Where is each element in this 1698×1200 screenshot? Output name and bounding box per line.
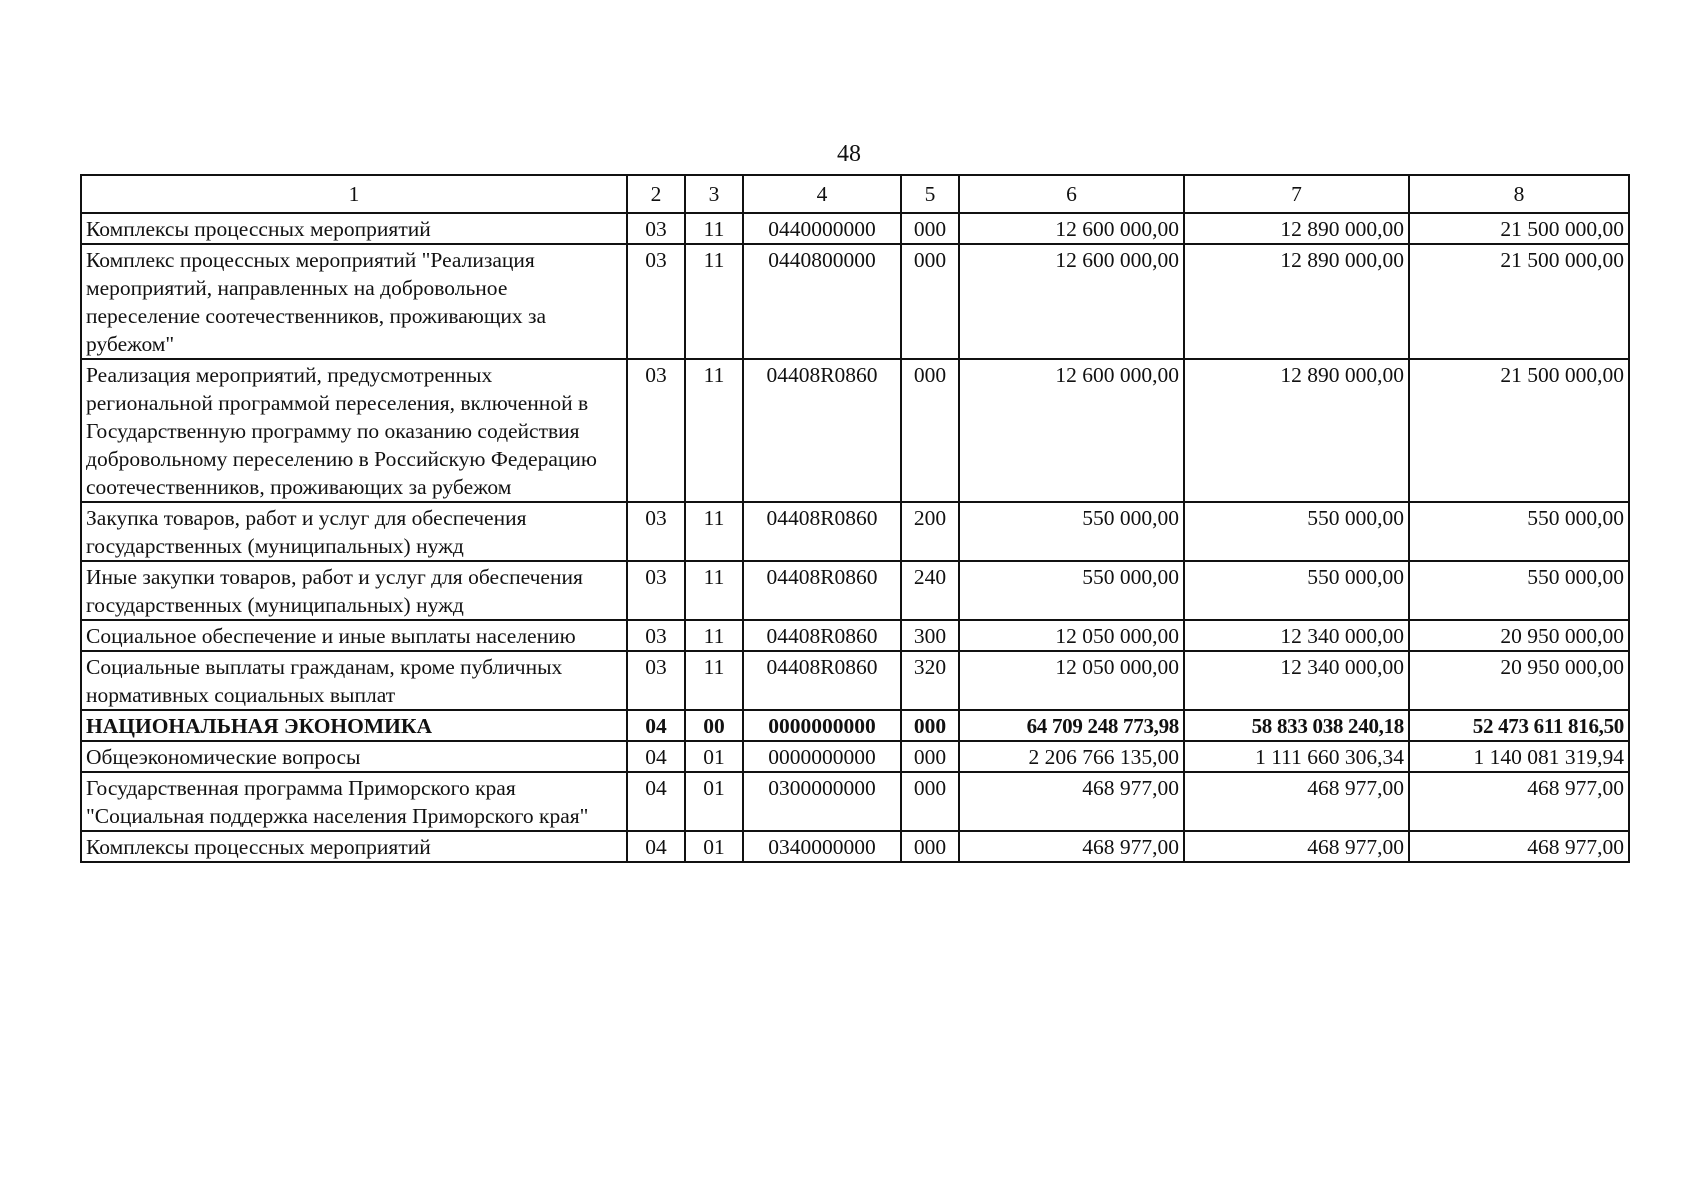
target-article-cell: 04408R0860 — [743, 651, 901, 710]
expense-type-cell: 000 — [901, 710, 959, 741]
row-name-cell: Иные закупки товаров, работ и услуг для обеспечения государственных (муниципальных) нужд — [81, 561, 627, 620]
amount-col8-cell: 21 500 000,00 — [1409, 244, 1629, 359]
row-name-cell: Социальные выплаты гражданам, кроме публичных нормативных социальных выплат — [81, 651, 627, 710]
amount-col7-cell: 468 977,00 — [1184, 772, 1409, 831]
table-row — [81, 244, 1629, 359]
target-article-cell: 0300000000 — [743, 772, 901, 831]
amount-col8-cell: 1 140 081 319,94 — [1409, 741, 1629, 772]
table-row — [81, 651, 1629, 710]
section-code-cell: 03 — [627, 244, 685, 359]
table-row — [81, 772, 1629, 831]
amount-col6-cell: 12 050 000,00 — [959, 651, 1184, 710]
section-code-cell: 04 — [627, 710, 685, 741]
target-article-cell: 04408R0860 — [743, 620, 901, 651]
section-code-cell: 03 — [627, 651, 685, 710]
section-code-cell: 03 — [627, 213, 685, 244]
table-row — [81, 741, 1629, 772]
subsection-code-cell: 11 — [685, 359, 743, 502]
expense-type-cell: 000 — [901, 213, 959, 244]
amount-col6-cell: 12 050 000,00 — [959, 620, 1184, 651]
amount-col6-cell: 12 600 000,00 — [959, 213, 1184, 244]
amount-col6-cell: 468 977,00 — [959, 772, 1184, 831]
subsection-code-cell: 11 — [685, 213, 743, 244]
header-cell: 7 — [1184, 175, 1409, 213]
expense-type-cell: 240 — [901, 561, 959, 620]
row-name-cell: Закупка товаров, работ и услуг для обеспечения государственных (муниципальных) нужд — [81, 502, 627, 561]
table-row — [81, 620, 1629, 651]
header-cell: 3 — [685, 175, 743, 213]
row-name-cell: Социальное обеспечение и иные выплаты населению — [81, 620, 627, 651]
amount-col8-cell: 20 950 000,00 — [1409, 620, 1629, 651]
expense-type-cell: 000 — [901, 741, 959, 772]
page-number: 48 — [837, 141, 861, 167]
header-cell: 1 — [81, 175, 627, 213]
table-body — [81, 213, 1629, 862]
subsection-code-cell: 11 — [685, 651, 743, 710]
row-name-cell: Реализация мероприятий, предусмотренных региональной программой переселения, включенной в Государственную программу по оказанию содействия добровольному переселению в Российскую Федерацию соотечественников, проживающих за рубежом — [81, 359, 627, 502]
section-code-cell: 03 — [627, 359, 685, 502]
expense-type-cell: 000 — [901, 244, 959, 359]
expense-type-cell: 300 — [901, 620, 959, 651]
section-code-cell: 03 — [627, 561, 685, 620]
subsection-code-cell: 01 — [685, 741, 743, 772]
expense-type-cell: 000 — [901, 359, 959, 502]
amount-col7-cell: 58 833 038 240,18 — [1184, 710, 1409, 741]
target-article-cell: 04408R0860 — [743, 359, 901, 502]
subsection-code-cell: 11 — [685, 244, 743, 359]
table-row — [81, 213, 1629, 244]
amount-col8-cell: 20 950 000,00 — [1409, 651, 1629, 710]
expense-type-cell: 000 — [901, 831, 959, 862]
amount-col7-cell: 468 977,00 — [1184, 831, 1409, 862]
amount-col7-cell: 12 890 000,00 — [1184, 244, 1409, 359]
amount-col6-cell: 468 977,00 — [959, 831, 1184, 862]
header-row — [81, 175, 1629, 213]
amount-col6-cell: 64 709 248 773,98 — [959, 710, 1184, 741]
expense-type-cell: 200 — [901, 502, 959, 561]
row-name-cell: Комплексы процессных мероприятий — [81, 213, 627, 244]
header-cell: 4 — [743, 175, 901, 213]
table-row — [81, 359, 1629, 502]
row-name-cell: Государственная программа Приморского края "Социальная поддержка населения Приморского края" — [81, 772, 627, 831]
amount-col7-cell: 550 000,00 — [1184, 502, 1409, 561]
amount-col8-cell: 468 977,00 — [1409, 831, 1629, 862]
amount-col7-cell: 12 340 000,00 — [1184, 651, 1409, 710]
subsection-code-cell: 00 — [685, 710, 743, 741]
amount-col8-cell: 52 473 611 816,50 — [1409, 710, 1629, 741]
row-name-cell: Комплекс процессных мероприятий "Реализация мероприятий, направленных на добровольное переселение соотечественников, проживающих за рубежом" — [81, 244, 627, 359]
amount-col8-cell: 21 500 000,00 — [1409, 359, 1629, 502]
section-code-cell: 04 — [627, 772, 685, 831]
header-cell: 6 — [959, 175, 1184, 213]
subsection-code-cell: 11 — [685, 620, 743, 651]
row-name-cell: Общеэкономические вопросы — [81, 741, 627, 772]
target-article-cell: 0440800000 — [743, 244, 901, 359]
amount-col8-cell: 550 000,00 — [1409, 502, 1629, 561]
target-article-cell: 0000000000 — [743, 710, 901, 741]
section-code-cell: 04 — [627, 831, 685, 862]
amount-col7-cell: 1 111 660 306,34 — [1184, 741, 1409, 772]
budget-table — [80, 174, 1630, 863]
target-article-cell: 04408R0860 — [743, 561, 901, 620]
amount-col8-cell: 21 500 000,00 — [1409, 213, 1629, 244]
target-article-cell: 0440000000 — [743, 213, 901, 244]
expense-type-cell: 320 — [901, 651, 959, 710]
amount-col8-cell: 468 977,00 — [1409, 772, 1629, 831]
subsection-code-cell: 11 — [685, 502, 743, 561]
expense-type-cell: 000 — [901, 772, 959, 831]
table-row — [81, 561, 1629, 620]
section-code-cell: 03 — [627, 502, 685, 561]
amount-col6-cell: 550 000,00 — [959, 502, 1184, 561]
amount-col6-cell: 12 600 000,00 — [959, 359, 1184, 502]
amount-col8-cell: 550 000,00 — [1409, 561, 1629, 620]
target-article-cell: 0340000000 — [743, 831, 901, 862]
table-row — [81, 831, 1629, 862]
amount-col7-cell: 12 890 000,00 — [1184, 213, 1409, 244]
amount-col6-cell: 550 000,00 — [959, 561, 1184, 620]
amount-col7-cell: 550 000,00 — [1184, 561, 1409, 620]
amount-col6-cell: 2 206 766 135,00 — [959, 741, 1184, 772]
amount-col7-cell: 12 890 000,00 — [1184, 359, 1409, 502]
section-code-cell: 04 — [627, 741, 685, 772]
header-cell: 5 — [901, 175, 959, 213]
row-name-cell: НАЦИОНАЛЬНАЯ ЭКОНОМИКА — [81, 710, 627, 741]
amount-col7-cell: 12 340 000,00 — [1184, 620, 1409, 651]
subsection-code-cell: 01 — [685, 831, 743, 862]
header-cell: 8 — [1409, 175, 1629, 213]
subsection-code-cell: 11 — [685, 561, 743, 620]
table-row — [81, 502, 1629, 561]
table-row — [81, 710, 1629, 741]
row-name-cell: Комплексы процессных мероприятий — [81, 831, 627, 862]
section-code-cell: 03 — [627, 620, 685, 651]
target-article-cell: 04408R0860 — [743, 502, 901, 561]
header-cell: 2 — [627, 175, 685, 213]
amount-col6-cell: 12 600 000,00 — [959, 244, 1184, 359]
subsection-code-cell: 01 — [685, 772, 743, 831]
target-article-cell: 0000000000 — [743, 741, 901, 772]
